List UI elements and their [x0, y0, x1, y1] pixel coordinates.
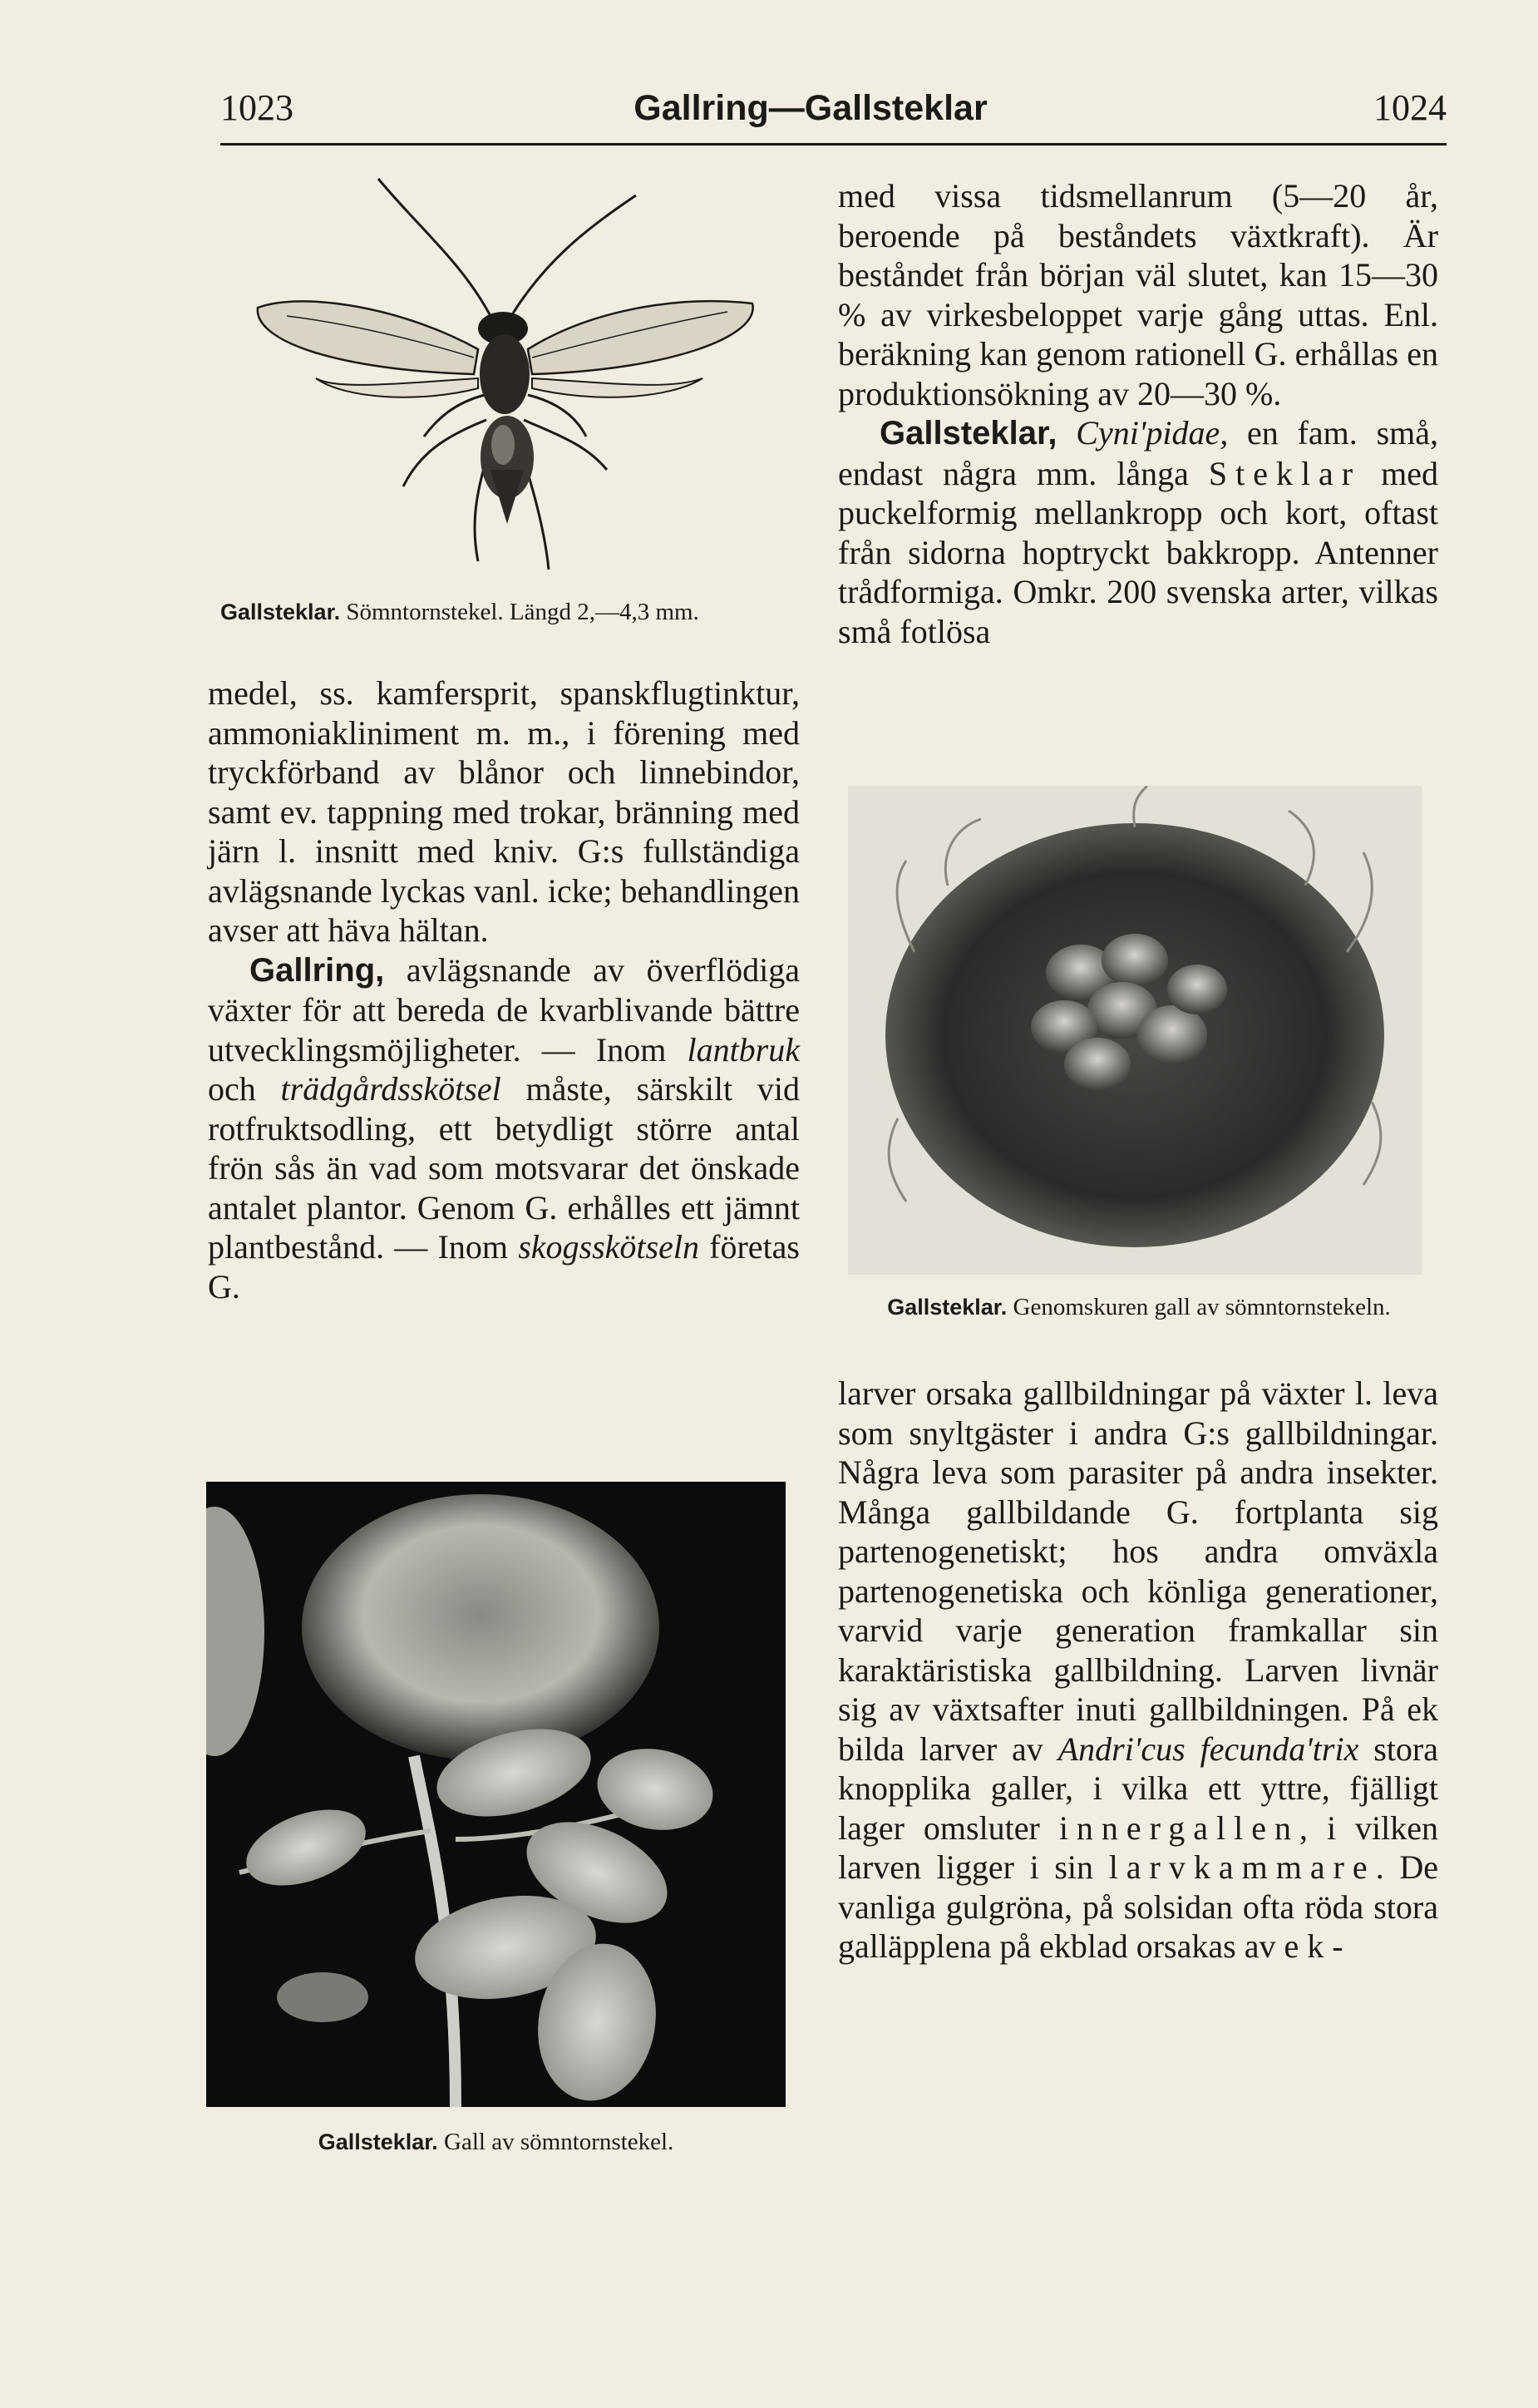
left-paragraph-gallring: Gallring, avlägsnande av överflödiga växter för att bereda de kvarblivande bättre utvecklingsmöjligheter. — Inom lantbruk och trädgårdsskötsel måste, särskilt vid rotfruktsodling, ett betydligt större antal frön sås än vad som motsvarar det önskade antalet plantor. Genom G. erhålles ett jämnt plantbestånd. — Inom skogsskötseln företas G.	[208, 950, 800, 1305]
headword-gallsteklar: Gallsteklar,	[880, 415, 1057, 452]
header-rule	[220, 143, 1447, 146]
right-column-bottom	[838, 1374, 1438, 1966]
wasp-caption-text: Sömntornstekel. Längd 2,—4,3 mm.	[346, 599, 699, 625]
right-column-top	[838, 176, 1438, 651]
left-column	[208, 674, 800, 1306]
cut-gall-caption	[844, 1294, 1434, 1321]
left-paragraph-1: medel, ss. kamfersprit, spanskflugtinktur, ammoniakliniment m. m., i förening med tryckförband av blånor och linnebindor, samt ev. tappning med trokar, bränning med järn l. insnitt med kniv. G:s fullständiga avlägsnande lyckas vanl. icke; behandlingen avser att häva hältan.	[208, 674, 800, 949]
rose-gall-caption-text: Gall av sömntornstekel.	[444, 2129, 674, 2155]
rose-gall-photo	[206, 1482, 786, 2107]
page-number-right: 1024	[1373, 87, 1447, 128]
right-paragraph-gallsteklar: Gallsteklar, Cyni'pidae, en fam. små, endast några mm. långa Steklar med puckelformig mellankropp och kort, oftast från sidorna hoptryckt bakkropp. Antenner trådformiga. Omkr. 200 svenska arter, vilkas små fotlösa	[838, 414, 1439, 650]
wasp-caption	[220, 599, 802, 626]
latin-name-andricus: Andri'cus fecunda'trix	[1057, 1730, 1359, 1768]
wasp-illustration	[237, 170, 777, 603]
right-paragraph-1: med vissa tidsmellanrum (5—20 år, beroende på beståndets växtkraft). Är beståndet från början väl slutet, kan 15—30 % av virkesbeloppet varje gång uttas. Enl. beräkning kan genom rationell G. erhållas en produktionsökning av 20—30 %.	[838, 177, 1438, 412]
page-number-left: 1023	[220, 87, 293, 128]
running-title: Gallring—Gallsteklar	[633, 88, 988, 128]
cut-gall-caption-label: Gallsteklar.	[887, 1295, 1008, 1320]
rose-gall-caption-label: Gallsteklar.	[318, 2129, 438, 2154]
headword-gallring: Gallring,	[249, 951, 385, 989]
latin-name-cynipidae: Cyni'pidae,	[1076, 414, 1229, 452]
wasp-caption-label: Gallsteklar.	[220, 600, 341, 624]
cut-gall-photo	[848, 786, 1422, 1275]
right-paragraph-larver: larver orsaka gallbildningar på växter l. leva som snyltgäster i andra G:s gallbildningar. Några leva som parasiter på andra insekter. Många gallbildande G. fortplanta sig partenogenetiskt; hos andra omväxla partenogenetiska och könliga generationer, varvid varje generation framkallar sin karaktäristiska gallbildning. Larven livnär sig av växtsafter inuti gallbildningen. På ek bilda larver av Andri'cus fecunda'trix stora knopplika galler, i vilka ett yttre, fjälligt lager omsluter innergallen, i vilken larven ligger i sin larvkammare. De vanliga gulgröna, på solsidan ofta röda stora galläpplena på ekblad orsakas av ek-	[838, 1374, 1439, 1965]
cut-gall-caption-text: Genomskuren gall av sömntornstekeln.	[1013, 1294, 1391, 1320]
rose-gall-caption	[206, 2129, 786, 2156]
